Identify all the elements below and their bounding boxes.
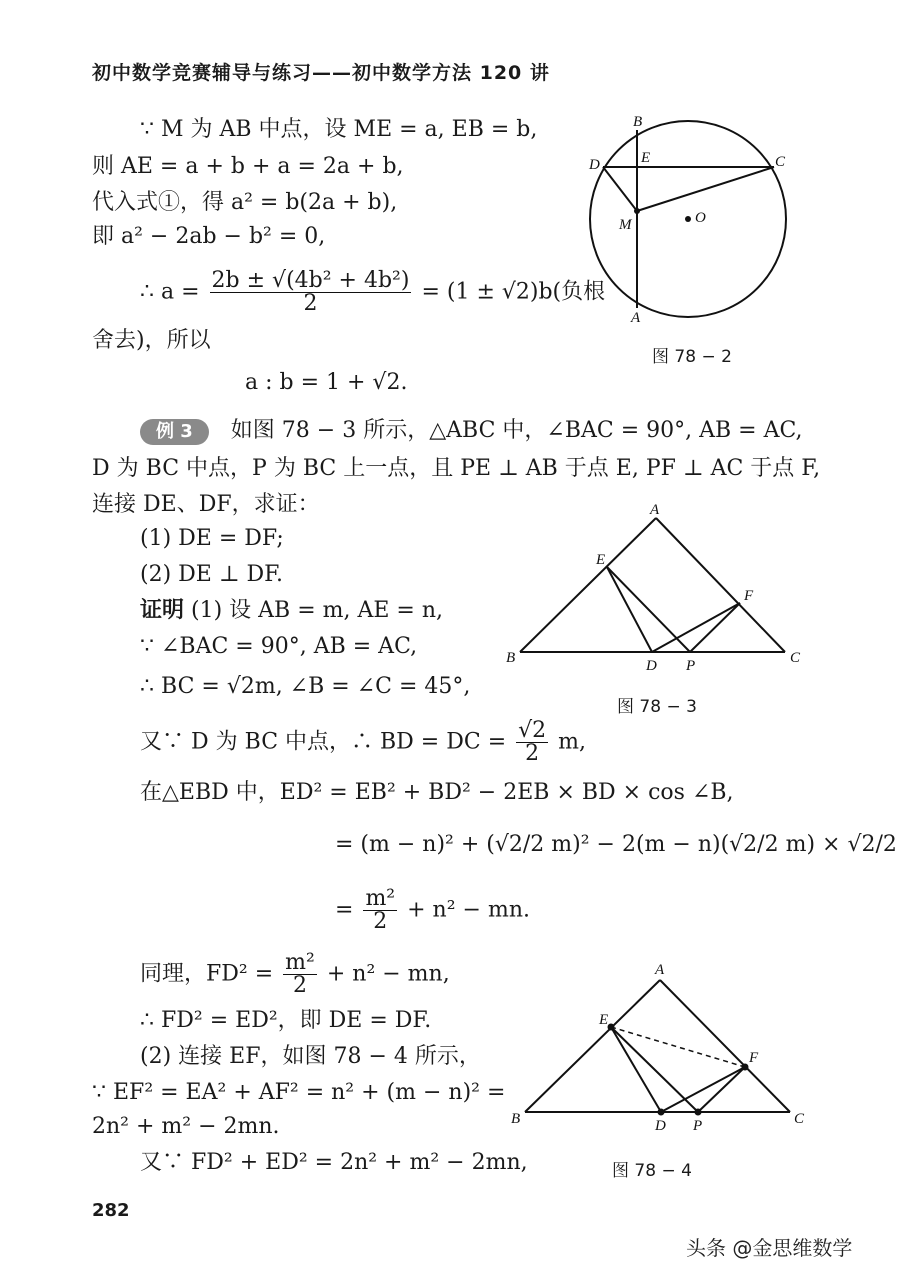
figure-caption: 图 78 − 3: [617, 697, 697, 717]
segment-ac: [660, 980, 790, 1112]
figure-caption: 图 78 − 4: [612, 1161, 692, 1181]
label-b: B: [506, 650, 516, 666]
formula-prefix: 又∵ D 为 BC 中点，∴ BD = DC =: [140, 729, 507, 755]
point-e: [608, 1024, 615, 1031]
formula-prefix: =: [335, 897, 354, 923]
figure-caption: 图 78 − 2: [652, 347, 732, 367]
watermark: 头条 @金思维数学: [686, 1236, 853, 1260]
segment-mc: [637, 167, 774, 211]
text-line: (2) DE ⊥ DF.: [140, 562, 283, 587]
proof-line: [140, 596, 443, 626]
label-f: F: [749, 1050, 759, 1066]
label-a: A: [631, 310, 641, 326]
formula-prefix: ∴ a =: [140, 279, 200, 305]
fraction: [210, 270, 412, 315]
numerator: 2b ± √(4b² + 4b²): [211, 268, 410, 293]
formula-line: [140, 270, 605, 315]
segment-ba: [525, 980, 660, 1112]
page-number: 282: [92, 1200, 130, 1221]
example-line: [140, 416, 803, 446]
text-line: ∴ FD² = ED²，即 DE = DF.: [140, 1008, 432, 1033]
text-line: 即 a² − 2ab − b² = 0,: [92, 224, 326, 249]
segment-ac: [656, 518, 785, 652]
point-m: [634, 208, 640, 214]
figure-78-2: [585, 112, 795, 327]
formula-line: [335, 888, 530, 933]
fraction: [283, 952, 317, 997]
text-line: 代入式①，得 a² = b(2a + b),: [92, 190, 398, 215]
formula-suffix: m,: [558, 729, 587, 755]
page-header: 初中数学竞赛辅导与练习——初中数学方法 120 讲: [92, 62, 550, 84]
numerator: √2: [518, 718, 547, 743]
fraction: [516, 720, 548, 765]
figure-78-4: [505, 960, 805, 1140]
proof-label: 证明: [140, 598, 185, 623]
point-d: [658, 1109, 665, 1116]
text-line: 2n² + m² − 2mn.: [92, 1114, 280, 1139]
label-b: B: [633, 114, 643, 130]
segment-pe: [607, 567, 690, 652]
text-line: 舍去)，所以: [92, 328, 211, 353]
denominator: 2: [373, 909, 388, 934]
text-line: 又∵ FD² + ED² = 2n² + m² − 2mn,: [140, 1150, 528, 1175]
text-line: 在△EBD 中，ED² = EB² + BD² − 2EB × BD × cos ∠B,: [140, 780, 734, 805]
numerator: m²: [285, 950, 315, 975]
formula-suffix: = (1 ± √2)b(负根: [421, 279, 606, 305]
formula-line: [140, 720, 586, 765]
text-line: 连接 DE、DF，求证：: [92, 492, 320, 517]
example-text: 如图 78 − 3 所示，△ABC 中，∠BAC = 90°, AB = AC,: [230, 418, 803, 443]
label-d: D: [655, 1118, 666, 1134]
label-e: E: [599, 1012, 609, 1028]
label-d: D: [589, 157, 600, 173]
denominator: 2: [525, 741, 540, 766]
text-line: (2) 连接 EF，如图 78 − 4 所示，: [140, 1044, 481, 1069]
formula-suffix: + n² − mn.: [407, 897, 530, 923]
label-c: C: [790, 650, 801, 666]
label-p: P: [693, 1118, 703, 1134]
text-line: = (m − n)² + (√2/2 m)² − 2(m − n)(√2/2 m) × √2/2: [335, 832, 897, 857]
text-line: 则 AE = a + b + a = 2a + b,: [92, 154, 404, 179]
proof-text: (1) 设 AB = m, AE = n,: [191, 598, 444, 623]
numerator: m²: [365, 886, 396, 911]
example-badge: 例 3: [140, 419, 209, 445]
label-m: M: [619, 217, 632, 233]
text-line: ∵ M 为 AB 中点，设 ME = a, EB = b,: [140, 117, 538, 142]
segment-dm: [603, 167, 637, 211]
text-line: (1) DE = DF;: [140, 526, 284, 551]
label-a: A: [650, 502, 660, 518]
label-f: F: [744, 588, 754, 604]
text-line: ∵ ∠BAC = 90°, AB = AC,: [140, 634, 418, 659]
label-o: O: [695, 210, 706, 226]
point-p: [695, 1109, 702, 1116]
segment-de: [607, 567, 652, 652]
text-line: a : b = 1 + √2.: [245, 370, 408, 395]
label-d: D: [646, 658, 657, 674]
label-p: P: [686, 658, 696, 674]
label-a: A: [655, 962, 665, 978]
formula-line: [140, 952, 450, 997]
text-line: ∴ BC = √2m, ∠B = ∠C = 45°,: [140, 674, 471, 699]
segment-ba: [520, 518, 656, 652]
point-o: [685, 216, 691, 222]
label-e: E: [596, 552, 606, 568]
text-line: D 为 BC 中点，P 为 BC 上一点，且 PE ⊥ AB 于点 E, PF ⊥ AC 于点 F,: [92, 456, 821, 481]
denominator: 2: [303, 291, 318, 316]
denominator: 2: [293, 973, 307, 998]
point-f: [742, 1064, 749, 1071]
label-b: B: [511, 1111, 521, 1127]
figure-78-3: [500, 500, 810, 680]
label-c: C: [794, 1111, 805, 1127]
formula-suffix: + n² − mn,: [326, 961, 450, 987]
label-c: C: [775, 154, 786, 170]
fraction: [363, 888, 397, 933]
text-line: ∵ EF² = EA² + AF² = n² + (m − n)² =: [92, 1080, 506, 1105]
label-e: E: [641, 150, 651, 166]
formula-prefix: 同理，FD² =: [140, 961, 274, 987]
